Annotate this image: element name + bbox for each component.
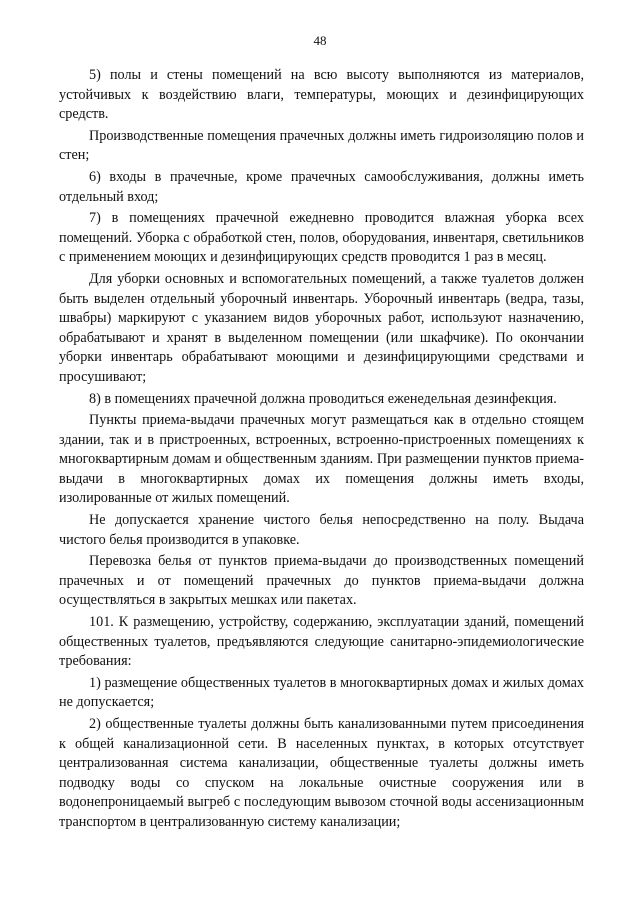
paragraph-waterproofing: Производственные помещения прачечных должны иметь гидроизоляцию полов и стен; bbox=[59, 127, 584, 164]
paragraph-toilets-item-2: 2) общественные туалеты должны быть канализованными путем присоединения к общей канализационной сети. В населенных пунктах, в которых отсутствует централизованная система канализации, общественные туалеты должны иметь подводку воды со спуском на локальные очистные сооружения или в водонепроницаемый выгреб с последующим вывозом сточной воды ассенизационным транспортом в централизованную систему канализации; bbox=[59, 716, 584, 830]
paragraph-item-8: 8) в помещениях прачечной должна проводиться еженедельная дезинфекция. bbox=[89, 390, 557, 407]
paragraph-linen-transport: Перевозка белья от пунктов приема-выдачи до производственных помещений прачечных и от помещений прачечных до пунктов приема-выдачи должна осуществляться в закрытых мешках или пакетах. bbox=[59, 553, 584, 609]
page-number: 48 bbox=[313, 33, 327, 48]
paragraph-cleaning-inventory: Для уборки основных и вспомогательных помещений, а также туалетов должен быть выделен отдельный уборочный инвентарь. Уборочный инвентарь (ведра, тазы, швабры) маркируют с указанием видов уборочных работ, используют назначению, обрабатывают и хранят в выделенном помещении (или шкафчике). По окончании уборки инвентарь обрабатывают моющими и дезинфицирующими средствами и просушивают; bbox=[59, 270, 584, 385]
paragraph-toilets-item-1: 1) размещение общественных туалетов в многоквартирных домах и жилых домах не допускается; bbox=[59, 674, 584, 711]
document-body bbox=[59, 66, 584, 835]
paragraph-section-101: 101. К размещению, устройству, содержанию, эксплуатации зданий, помещений общественных туалетов, предъявляются следующие санитарно-эпидемиологические требования: bbox=[59, 614, 584, 670]
paragraph-item-5: 5) полы и стены помещений на всю высоту выполняются из материалов, устойчивых к воздействию влаги, температуры, моющих и дезинфицирующих средств. bbox=[59, 67, 584, 123]
paragraph-clean-linen-storage: Не допускается хранение чистого белья непосредственно на полу. Выдача чистого белья производится в упаковке. bbox=[59, 512, 584, 548]
paragraph-reception-points: Пункты приема-выдачи прачечных могут размещаться как в отдельно стоящем здании, так и в пристроенных, встроенных, встроенно-пристроенных помещениях к многоквартирным домам и общественным зданиям. При размещении пунктов приема-выдачи в многоквартирных домах их помещения должны иметь входы, изолированные от жилых помещений. bbox=[59, 412, 584, 507]
paragraph-item-7: 7) в помещениях прачечной ежедневно проводится влажная уборка всех помещений. Уборка с обработкой стен, полов, оборудования, инвентаря, светильников с применением моющих и дезинфицирующих средств проводится 1 раз в месяц. bbox=[59, 210, 584, 266]
paragraph-item-6: 6) входы в прачечные, кроме прачечных самообслуживания, должны иметь отдельный вход; bbox=[59, 168, 584, 205]
